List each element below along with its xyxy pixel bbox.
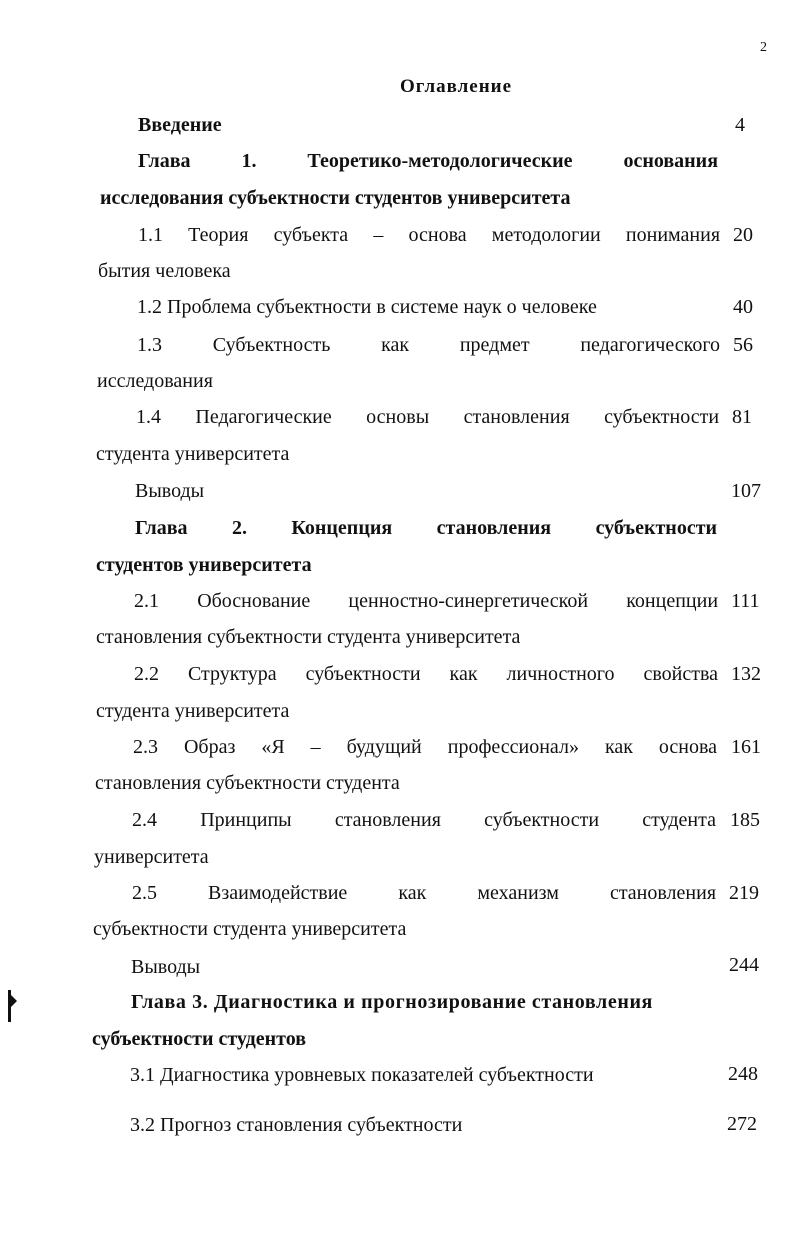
toc-entry-3-1-page: 248	[728, 1063, 758, 1085]
toc-entry-1-3-page: 56	[733, 334, 753, 356]
toc-entry-2-2-page: 132	[731, 663, 761, 685]
toc-entry-1-3-line1: 1.3 Субъектность как предмет педагогического	[137, 334, 721, 356]
toc-entry-2-1-line1: 2.1 Обоснование ценностно-синергетической концепции	[134, 590, 719, 612]
toc-entry-1-4-line1: 1.4 Педагогические основы становления субъектности	[136, 406, 720, 428]
toc-entry-2-4-line1: 2.4 Принципы становления субъектности студента	[132, 809, 716, 831]
toc-entry-3-2: 3.2 Прогноз становления субъектности	[130, 1114, 463, 1136]
toc-ch2-conclusions: Выводы	[131, 956, 201, 978]
toc-ch2-conclusions-page: 244	[729, 954, 759, 976]
toc-entry-2-3-page: 161	[731, 736, 761, 758]
toc-entry-2-5-line2: субъектности студента университета	[93, 918, 407, 940]
toc-entry-1-2-page: 40	[733, 296, 753, 318]
toc-entry-1-1-line2: бытия человека	[98, 260, 231, 282]
toc-entry-1-4-line2: студента университета	[96, 443, 290, 465]
chapter1-heading-line1: Глава 1. Теоретико-методологические основания	[138, 150, 719, 172]
toc-entry-1-4-page: 81	[732, 406, 752, 428]
chapter2-heading-line1: Глава 2. Концепция становления субъектности	[135, 517, 718, 539]
toc-entry-2-5-line1: 2.5 Взаимодействие как механизм становления	[132, 882, 717, 904]
toc-entry-2-3-line1: 2.3 Образ «Я – будущий профессионал» как основа	[133, 736, 718, 758]
toc-intro-page: 4	[735, 114, 745, 136]
toc-intro-label: Введение	[138, 114, 222, 136]
toc-entry-2-1-line2: становления субъектности студента университета	[96, 626, 521, 648]
toc-ch1-conclusions-page: 107	[731, 480, 761, 502]
toc-entry-2-2-line2: студента университета	[96, 700, 290, 722]
toc-entry-2-1-page: 111	[731, 590, 760, 612]
chapter3-heading-line1: Глава 3. Диагностика и прогнозирование становления	[131, 991, 653, 1013]
toc-entry-2-4-page: 185	[730, 809, 760, 831]
toc-entry-2-3-line2: становления субъектности студента	[95, 772, 400, 794]
toc-entry-3-2-page: 272	[727, 1113, 757, 1135]
toc-entry-1-1-page: 20	[733, 224, 753, 246]
toc-entry-1-1-line1: 1.1 Теория субъекта – основа методологии понимания	[138, 224, 721, 246]
toc-ch1-conclusions: Выводы	[135, 480, 205, 502]
toc-entry-3-1: 3.1 Диагностика уровневых показателей субъектности	[130, 1064, 594, 1086]
toc-title: Оглавление	[400, 76, 513, 97]
chapter1-heading-line2: исследования субъектности студентов университета	[100, 187, 571, 209]
margin-marker-arrow	[8, 992, 17, 1010]
chapter2-heading-line2: студентов университета	[96, 554, 312, 576]
chapter3-heading-line2: субъектности студентов	[92, 1028, 307, 1050]
toc-entry-2-5-page: 219	[729, 882, 759, 904]
toc-entry-2-2-line1: 2.2 Структура субъектности как личностного свойства	[134, 663, 719, 685]
page-number: 2	[760, 40, 767, 55]
toc-entry-1-3-line2: исследования	[97, 370, 213, 392]
toc-entry-2-4-line2: университета	[94, 846, 209, 868]
toc-entry-1-2: 1.2 Проблема субъектности в системе наук о человеке	[137, 296, 597, 318]
